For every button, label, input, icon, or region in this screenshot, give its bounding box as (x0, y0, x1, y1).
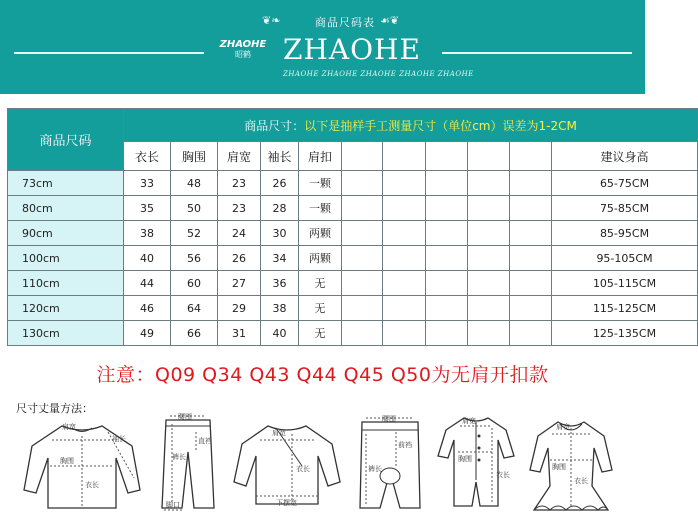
romper-chest-label: 胸围 (458, 455, 472, 463)
banner-divider-left (14, 52, 204, 54)
romper-icon (436, 412, 516, 512)
table-cell: 26 (218, 246, 261, 271)
table-cell (383, 321, 426, 346)
table-cell: 125-135CM (552, 321, 698, 346)
column-header: 袖长 (261, 142, 299, 171)
size-cell: 90cm (8, 221, 124, 246)
column-header: 胸围 (171, 142, 218, 171)
size-chart-table (7, 108, 698, 346)
table-cell: 46 (124, 296, 171, 321)
table-cell: 28 (261, 196, 299, 221)
table-cell (383, 246, 426, 271)
table-cell (383, 171, 426, 196)
table-cell: 44 (124, 271, 171, 296)
table-cell: 49 (124, 321, 171, 346)
table-cell (383, 196, 426, 221)
table-cell (426, 296, 468, 321)
banner-subtitle: 商品尺码表 (315, 16, 375, 29)
waist-label: 腰围 (178, 413, 192, 421)
table-cell: 35 (124, 196, 171, 221)
table-cell: 56 (171, 246, 218, 271)
wrap-top-icon (232, 420, 342, 510)
empty-column-header (342, 142, 383, 171)
column-header: 建议身高 (552, 142, 698, 171)
header-banner (0, 0, 645, 94)
table-cell: 无 (299, 321, 342, 346)
table-cell: 31 (218, 321, 261, 346)
dress-length-label: 衣长 (574, 477, 588, 485)
size-cell: 80cm (8, 196, 124, 221)
crotch-front-label: 前裆 (398, 441, 412, 449)
notice-text: 注意：Q09 Q34 Q43 Q44 Q45 Q50为无肩开扣款 (96, 364, 549, 386)
table-cell: 33 (124, 171, 171, 196)
note-prefix: 商品尺寸： (244, 118, 305, 133)
table-cell (426, 221, 468, 246)
table-cell (426, 196, 468, 221)
empty-column-header (383, 142, 426, 171)
measure-method-title: 尺寸丈量方法： (16, 402, 93, 415)
table-cell: 无 (299, 271, 342, 296)
table-cell (468, 271, 510, 296)
pants-length-label: 裤长 (172, 453, 186, 461)
wrap-top-measure-figure (232, 420, 342, 510)
sleeve-label: 袖长 (112, 435, 126, 443)
table-cell: 23 (218, 171, 261, 196)
trousers-icon (158, 412, 218, 512)
table-cell: 115-125CM (552, 296, 698, 321)
dress-measure-figure (526, 416, 616, 514)
table-row (8, 271, 698, 296)
table-cell (510, 171, 552, 196)
table-cell (342, 196, 383, 221)
dress-icon (526, 416, 616, 514)
table-cell: 无 (299, 296, 342, 321)
brand-name: ZHAOHE (283, 33, 421, 66)
table-cell: 95-105CM (552, 246, 698, 271)
table-cell (468, 196, 510, 221)
table-cell: 65-75CM (552, 171, 698, 196)
table-cell: 30 (261, 221, 299, 246)
table-cell: 66 (171, 321, 218, 346)
table-cell (510, 296, 552, 321)
size-cell: 130cm (8, 321, 124, 346)
table-cell: 60 (171, 271, 218, 296)
shoulder-label: 肩宽 (62, 423, 76, 431)
table-cell (510, 196, 552, 221)
table-cell (342, 296, 383, 321)
table-row (8, 196, 698, 221)
length-label: 衣长 (85, 481, 99, 489)
table-cell: 一颗 (299, 196, 342, 221)
baby-pants-icon (356, 414, 424, 512)
banner-divider-right (442, 52, 632, 54)
brand-logo (212, 39, 274, 59)
note-highlight: 以下是抽样手工测量尺寸（单位cm）误差为1-2CM (304, 118, 577, 133)
size-cell: 110cm (8, 271, 124, 296)
ornament-right-icon: ☙❦ (380, 14, 400, 27)
table-cell (342, 271, 383, 296)
table-cell (510, 221, 552, 246)
table-cell: 38 (261, 296, 299, 321)
table-cell (383, 221, 426, 246)
romper-measure-figure (436, 412, 516, 512)
table-cell: 48 (171, 171, 218, 196)
table-cell (342, 321, 383, 346)
table-cell: 64 (171, 296, 218, 321)
table-row (8, 171, 698, 196)
table-row (8, 246, 698, 271)
size-cell: 100cm (8, 246, 124, 271)
table-cell: 26 (261, 171, 299, 196)
empty-column-header (426, 142, 468, 171)
table-cell (468, 171, 510, 196)
table-cell (383, 271, 426, 296)
trousers-measure-figure (158, 412, 218, 512)
table-cell (342, 171, 383, 196)
table-cell: 52 (171, 221, 218, 246)
table-cell (468, 221, 510, 246)
ornament-left-icon: ❦❧ (262, 14, 281, 27)
table-cell: 75-85CM (552, 196, 698, 221)
table-cell: 36 (261, 271, 299, 296)
table-cell: 85-95CM (552, 221, 698, 246)
table-cell (383, 296, 426, 321)
table-cell: 34 (261, 246, 299, 271)
baby-pants-length-label: 裤长 (368, 465, 382, 473)
table-cell: 40 (261, 321, 299, 346)
measurement-note (124, 109, 698, 142)
tshirt-measure-figure (22, 418, 142, 513)
size-cell: 120cm (8, 296, 124, 321)
tshirt-icon (22, 418, 142, 513)
column-header: 肩宽 (218, 142, 261, 171)
table-cell: 23 (218, 196, 261, 221)
column-header: 衣长 (124, 142, 171, 171)
dress-chest-label: 胸围 (552, 463, 566, 471)
empty-column-header (468, 142, 510, 171)
table-cell: 24 (218, 221, 261, 246)
table-cell (510, 246, 552, 271)
table-body (8, 171, 698, 346)
table-cell (426, 246, 468, 271)
table-cell (510, 271, 552, 296)
column-header: 肩扣 (299, 142, 342, 171)
hem-label: 脚口 (166, 501, 180, 509)
size-column-header: 商品尺码 (8, 109, 124, 171)
table-cell: 105-115CM (552, 271, 698, 296)
table-cell: 50 (171, 196, 218, 221)
table-cell (468, 246, 510, 271)
rise-label: 直裆 (198, 437, 212, 445)
baby-waist-label: 腰围 (382, 415, 396, 423)
table-cell (468, 296, 510, 321)
table-row (8, 296, 698, 321)
table-cell (426, 321, 468, 346)
table-cell (426, 271, 468, 296)
table-cell: 一颗 (299, 171, 342, 196)
romper-length-label: 衣长 (496, 471, 510, 479)
brand-logo-text: ZHAOHE (219, 39, 267, 50)
table-note-row (8, 109, 698, 142)
table-cell (426, 171, 468, 196)
size-cell: 73cm (8, 171, 124, 196)
bottom-width-label: 下摆宽 (276, 499, 297, 507)
table-row (8, 221, 698, 246)
brand-logo-subtext: 昭鹤 (235, 50, 251, 59)
table-cell: 29 (218, 296, 261, 321)
baby-pants-measure-figure (356, 414, 424, 512)
table-cell (468, 321, 510, 346)
table-cell (342, 221, 383, 246)
table-cell: 38 (124, 221, 171, 246)
table-cell (342, 246, 383, 271)
table-cell (510, 321, 552, 346)
table-cell: 40 (124, 246, 171, 271)
table-cell: 27 (218, 271, 261, 296)
wrap-shoulder-label: 肩宽 (272, 429, 286, 437)
brand-script-line: ZHAOHE ZHAOHE ZHAOHE ZHAOHE ZHAOHE (283, 70, 474, 78)
dress-shoulder-label: 肩宽 (556, 423, 570, 431)
table-cell: 两颗 (299, 246, 342, 271)
romper-shoulder-label: 肩宽 (462, 417, 476, 425)
chest-label: 胸围 (60, 457, 74, 465)
empty-column-header (510, 142, 552, 171)
wrap-length-label: 衣长 (296, 465, 310, 473)
table-cell: 两颗 (299, 221, 342, 246)
table-row (8, 321, 698, 346)
